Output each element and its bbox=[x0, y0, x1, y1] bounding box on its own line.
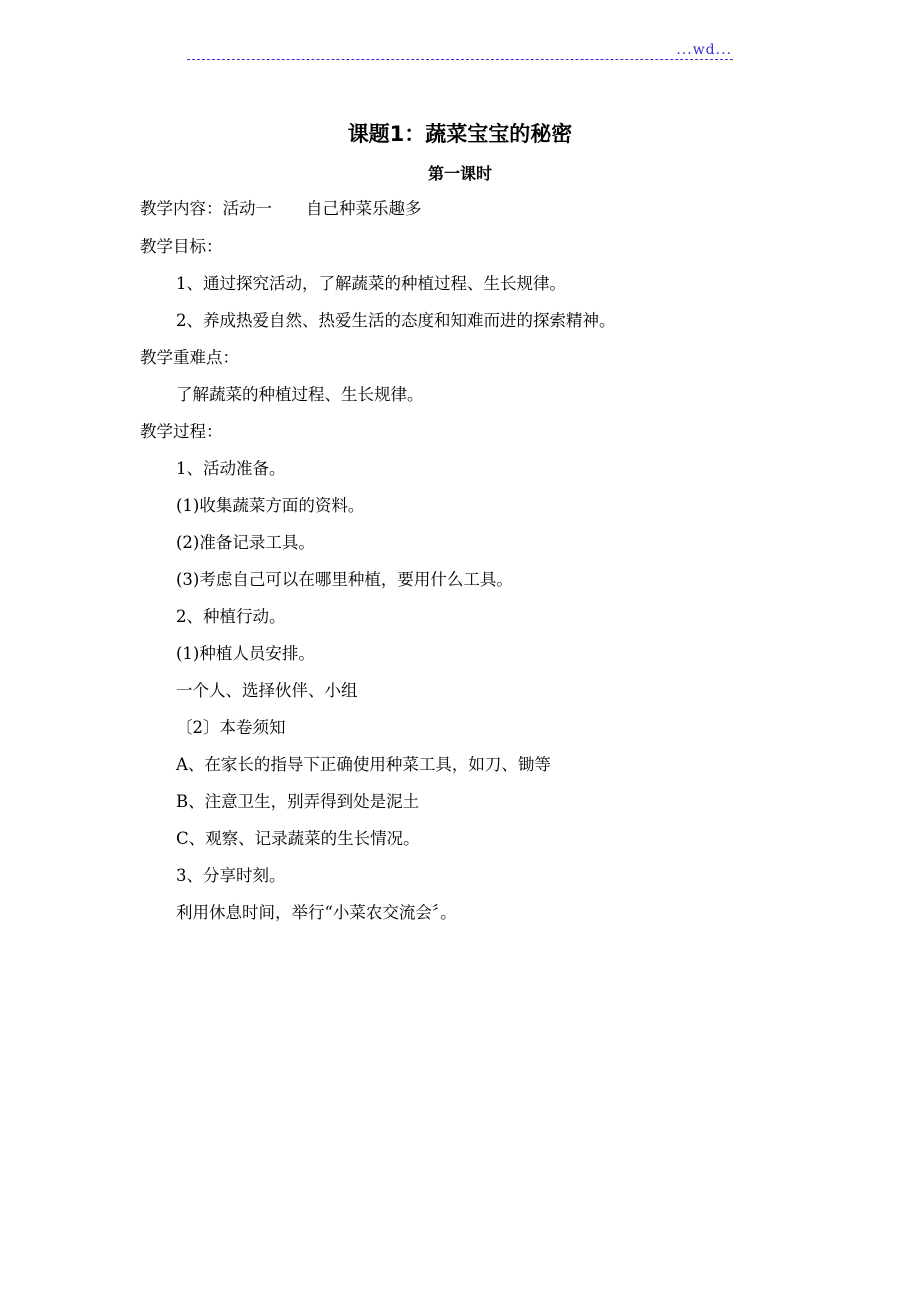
process-item: 3、分享时刻。 bbox=[176, 866, 286, 885]
process-item: (1)收集蔬菜方面的资料。 bbox=[176, 496, 365, 515]
process-item: 〔2〕本卷须知 bbox=[176, 718, 286, 737]
section-heading-objectives: 教学目标： bbox=[140, 237, 223, 256]
process-item: 2、种植行动。 bbox=[176, 607, 286, 626]
header-dashed-rule bbox=[187, 59, 733, 60]
key-point-item: 了解蔬菜的种植过程、生长规律。 bbox=[176, 385, 424, 404]
process-item: 利用休息时间，举行“小菜农交流会〞。 bbox=[176, 903, 457, 922]
process-item: 1、活动准备。 bbox=[176, 459, 286, 478]
process-item: 一个人、选择伙伴、小组 bbox=[176, 681, 358, 700]
section-heading-key-points: 教学重难点： bbox=[140, 348, 239, 367]
header-mark: ...wd... bbox=[676, 42, 732, 58]
content-value: 自己种菜乐趣多 bbox=[306, 199, 422, 218]
process-item: A、在家长的指导下正确使用种菜工具，如刀、锄等 bbox=[176, 755, 551, 774]
document-subtitle: 第一课时 bbox=[427, 164, 492, 183]
content-line bbox=[140, 198, 422, 220]
content-label: 教学内容：活动一 bbox=[140, 199, 272, 218]
objective-item: 1、通过探究活动，了解蔬菜的种植过程、生长规律。 bbox=[176, 274, 566, 293]
process-item: (3)考虑自己可以在哪里种植，要用什么工具。 bbox=[176, 570, 513, 589]
process-item: (1)种植人员安排。 bbox=[176, 644, 315, 663]
process-item: C、观察、记录蔬菜的生长情况。 bbox=[176, 829, 420, 848]
process-item: B、注意卫生，别弄得到处是泥土 bbox=[176, 792, 420, 811]
process-item: (2)准备记录工具。 bbox=[176, 533, 315, 552]
section-heading-process: 教学过程： bbox=[140, 422, 223, 441]
objective-item: 2、养成热爱自然、热爱生活的态度和知难而进的探索精神。 bbox=[176, 311, 616, 330]
document-title: 课题1：蔬菜宝宝的秘密 bbox=[347, 122, 573, 146]
